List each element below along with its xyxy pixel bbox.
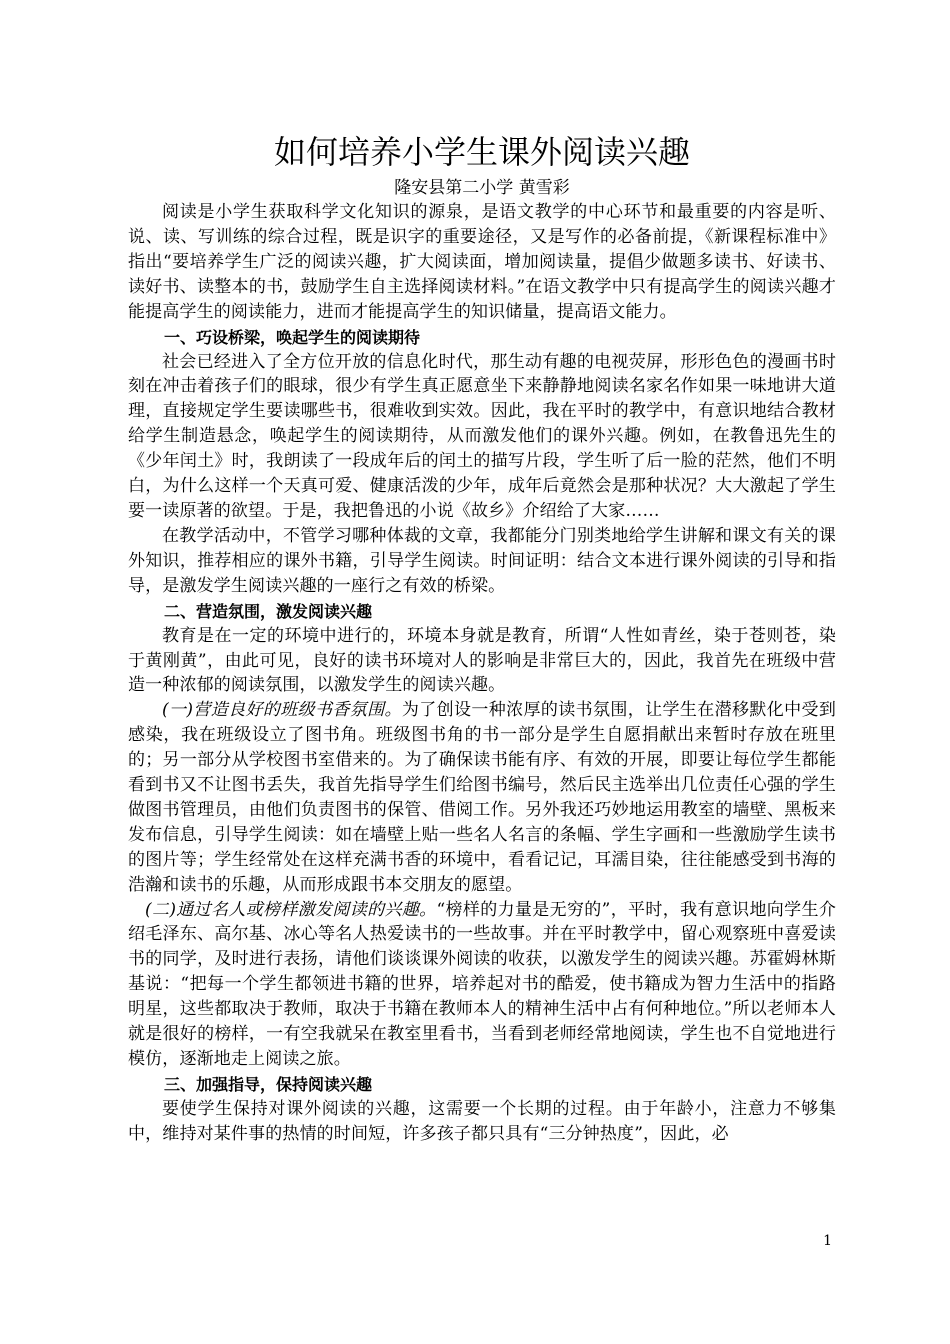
section1-paragraph-1: 社会已经进入了全方位开放的信息化时代，那生动有趣的电视荧屏，形形色色的漫画书时刻在冲击着孩子们的眼球，很少有学生真正愿意坐下来静静地阅读名家名作如果一味地讲大道理，直接规定学生要读哪些书，很难收到实效。因此，我在平时的教学中，有意识地结合教材给学生制造悬念，唤起学生的阅读期待，从而激发他们的课外兴趣。例如，在教鲁迅先生的《少年闰土》时，我朗读了一段成年后的闰土的描写片段，学生听了后一脸的茫然，他们不明白，为什么这样一个天真可爱、健康活泼的少年，成年后竟然会是那种状况？大大激起了学生要一读原著的欲望。于是，我把鲁迅的小说《故乡》介绍给了大家…… <box>128 351 836 521</box>
section3-paragraph-1: 要使学生保持对课外阅读的兴趣，这需要一个长期的过程。由于年龄小，注意力不够集中，维持对某件事的热情的时间短，许多孩子都只具有“三分钟热度”，因此，必 <box>128 1098 836 1144</box>
section2-sub1-paragraph <box>128 698 836 897</box>
document-title: 如何培养小学生课外阅读兴趣 <box>273 133 690 171</box>
section-heading-1: 一、巧设桥梁，唤起学生的阅读期待 <box>164 327 421 347</box>
intro-paragraph: 阅读是小学生获取科学文化知识的源泉，是语文教学的中心环节和最重要的内容是听、说、读、写训练的综合过程，既是识字的重要途径，又是写作的必备前提，《新课程标准中》指出“要培养学生广泛的阅读兴趣，扩大阅读面，增加阅读量，提倡少做题多读书、好读书、读好书、读整本的书，鼓励学生自主选择阅读材料。”在语文教学中只有提高学生的阅读兴趣才能提高学生的阅读能力，进而才能提高学生的知识储量，提高语文能力。 <box>128 202 836 322</box>
section-heading-2: 二、营造氛围，激发阅读兴趣 <box>164 601 373 621</box>
section-heading-3: 三、加强指导，保持阅读兴趣 <box>164 1074 373 1094</box>
section2-paragraph-1: 教育是在一定的环境中进行的，环境本身就是教育，所谓“人性如青丝，染于苍则苍，染于黄刚黄”，由此可见，良好的读书环境对人的影响是非常巨大的，因此，我首先在班级中营造一种浓郁的阅读氛围，以激发学生的阅读兴趣。 <box>128 625 836 696</box>
document-body <box>128 128 836 1147</box>
sub-heading-2: (二)通过名人或榜样激发阅读的兴趣。 <box>145 899 437 920</box>
page-number: 1 <box>823 1233 832 1249</box>
sub2-text: “榜样的力量是无穷的”，平时，我有意识地向学生介绍毛泽东、高尔基、冰心等名人热爱读书的一些故事。并在平时教学中，留心观察班中喜爱读书的同学，及时进行表扬，请他们谈谈课外阅读的收获，以激发学生的阅读兴趣。苏霍姆林斯基说：“把每一个学生都领进书籍的世界，培养起对书的酷爱，使书籍成为智力生活中的指路明星，这些都取决于教师，取决于书籍在教师本人的精神生活中占有何种地位。”所以老师本人就是很好的榜样，一有空我就呆在教室里看书，当看到老师经常地阅读，学生也不自觉地进行模仿，逐渐地走上阅读之旅。 <box>128 899 836 1069</box>
sub1-text: 为了创设一种浓厚的读书氛围，让学生在潜移默化中受到感染，我在班级设立了图书角。班级图书角的书一部分是学生自愿捐献出来暂时存放在班里的；另一部分从学校图书室借来的。为了确保读书能有序、有效的开展，即要让每位学生都能看到书又不让图书丢失，我首先指导学生们给图书编号，然后民主选举出几位责任心强的学生做图书管理员，由他们负责图书的保管、借阅工作。另外我还巧妙地运用教室的墙壁、黑板来发布信息，引导学生阅读：如在墙壁上贴一些名人名言的条幅、学生字画和一些激励学生读书的图片等；学生经常处在这样充满书香的环境中，看看记记，耳濡目染，往往能感受到书海的浩瀚和读书的乐趣，从而形成跟书本交朋友的愿望。 <box>128 700 836 895</box>
section2-sub2-paragraph <box>128 898 836 1072</box>
sub-heading-1: (一)营造良好的班级书香氛围。 <box>162 700 402 721</box>
section1-paragraph-2: 在教学活动中，不管学习哪种体裁的文章，我都能分门别类地给学生讲解和课文有关的课外知识，推荐相应的课外书籍，引导学生阅读。时间证明：结合文本进行课外阅读的引导和指导，是激发学生阅读兴趣的一座行之有效的桥梁。 <box>128 525 836 596</box>
author-line: 隆安县第二小学 黄雪彩 <box>394 178 570 198</box>
